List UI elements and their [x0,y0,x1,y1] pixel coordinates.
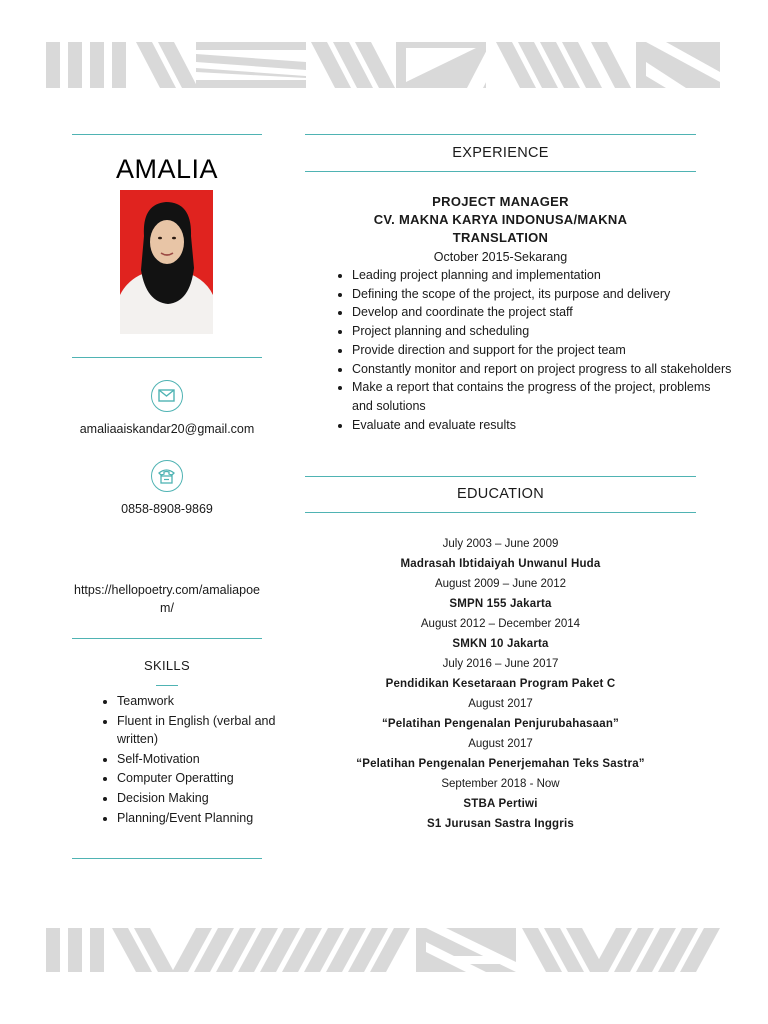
skill-item: • Self-Motivation [117,750,297,769]
website-link[interactable]: https://hellopoetry.com/amaliapoem/ [74,583,260,615]
email-text: amaliaaiskandar20@gmail.com [79,422,255,436]
education-school: “Pelatihan Pengenalan Penjurubahasaan” [381,718,620,730]
duty-item: • Provide direction and support for the project team [352,341,732,360]
job-period: October 2015-Sekarang [433,250,568,264]
skill-item: • Decision Making [117,789,297,808]
education-school: SMPN 155 Jakarta [449,598,552,610]
skills-heading: SKILLS [144,658,190,673]
job-company-line1: CV. MAKNA KARYA INDONUSA/MAKNA [373,212,628,227]
duties-list [315,266,732,434]
education-school: “Pelatihan Pengenalan Penerjemahan Teks Sastra” [356,758,645,770]
bottom-decorative-band [46,928,720,972]
education-bottom-rule [305,512,696,513]
education-date: August 2009 – June 2012 [434,578,567,590]
job-company-line2: TRANSLATION [452,230,549,245]
skill-item: • Planning/Event Planning [117,809,297,828]
skill-item: • Computer Operatting [117,769,297,788]
left-skills-divider [72,638,262,639]
experience-heading: EXPERIENCE [452,145,549,161]
experience-top-rule [305,134,696,135]
education-date: August 2017 [468,738,533,750]
education-school: Pendidikan Kesetaraan Program Paket C [385,678,616,690]
skill-item: • Teamwork [117,692,297,711]
phone-icon [151,460,183,492]
duty-item: • Evaluate and evaluate results [352,416,732,435]
skills-underline [156,685,178,686]
education-date: August 2012 – December 2014 [420,618,581,630]
skills-list [80,692,297,828]
left-bottom-divider [72,858,262,859]
experience-bottom-rule [305,171,696,172]
job-block [305,193,696,266]
duty-item: • Defining the scope of the project, its purpose and delivery [352,285,732,304]
left-top-divider [72,134,262,135]
profile-photo [120,190,213,334]
education-top-rule [305,476,696,477]
education-school: Madrasah Ibtidaiyah Unwanul Huda [400,558,601,570]
education-school: STBA Pertiwi [463,798,538,810]
education-list [305,537,696,837]
envelope-icon [151,380,183,412]
candidate-name: AMALIA [115,154,219,184]
education-date: July 2016 – June 2017 [442,658,559,670]
duty-item: • Leading project planning and implementation [352,266,732,285]
education-heading: EDUCATION [456,486,545,502]
duty-item: • Develop and coordinate the project staff [352,303,732,322]
duty-item: • Make a report that contains the progress of the project, problems and solutions [352,378,732,415]
skill-item: • Fluent in English (verbal and written) [117,712,297,749]
education-date: September 2018 - Now [441,778,560,790]
job-position: PROJECT MANAGER [432,194,569,209]
duty-item: • Constantly monitor and report on project progress to all stakeholders [352,360,732,379]
duty-item: • Project planning and scheduling [352,322,732,341]
left-photo-divider [72,357,262,358]
education-degree: S1 Jurusan Sastra Inggris [427,818,574,830]
top-decorative-band [46,42,720,88]
education-date: July 2003 – June 2009 [442,538,559,550]
education-date: August 2017 [468,698,533,710]
phone-text: 0858-8908-9869 [121,502,213,516]
education-school: SMKN 10 Jakarta [452,638,549,650]
